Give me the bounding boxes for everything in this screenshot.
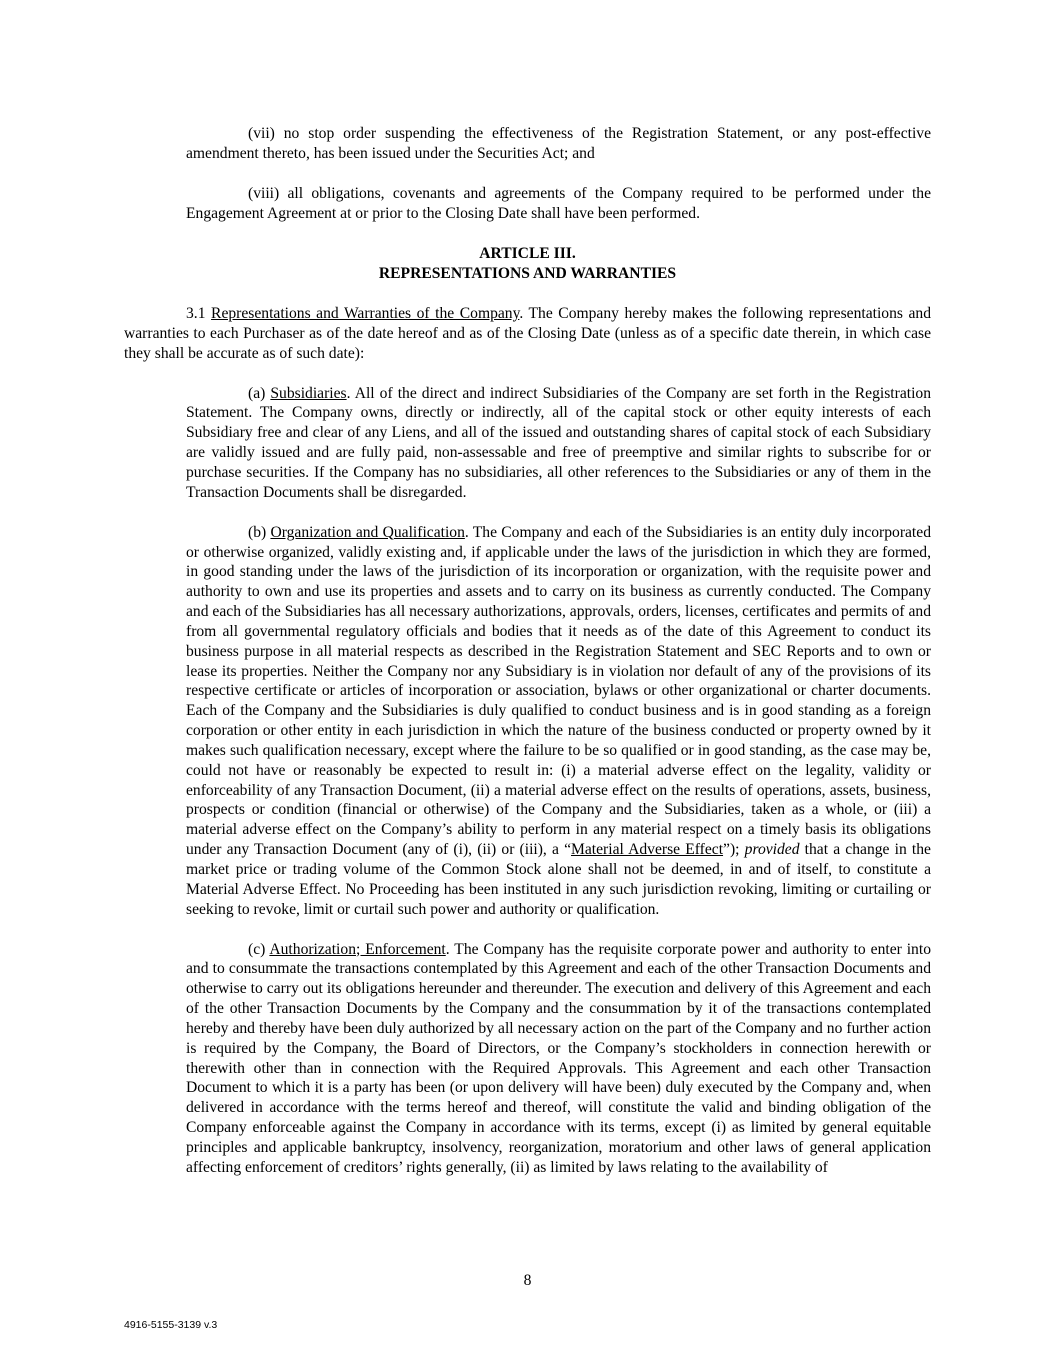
paragraph-b-text-2: ”); [723, 841, 745, 859]
paragraph-b-text-3: that a change in the market price or trading volume of the Common Stock alone shall not be deemed, in and of itself, to constitute a Material Adverse Effect. No Proceeding has been instituted in any such jurisdiction revoking, limiting or curtailing or seeking to revoke, limit or curtail such power and authority or qualification. [186, 841, 931, 918]
paragraph-c [186, 940, 931, 1178]
paragraph-a-text: . All of the direct and indirect Subsidiaries of the Company are set forth in the Registration Statement. The Company owns, directly or indirectly, all of the capital stock or other equity interests of each Subsidiary free and clear of any Liens, and all of the issued and outstanding shares of capital stock of each Subsidiary are validly issued and are fully paid, non-assessable and free of preemptive and similar rights to subscribe for or purchase securities. If the Company has no subsidiaries, all other references to the Subsidiaries or any of them in the Transaction Documents shall be disregarded. [186, 384, 931, 501]
paragraph-a [186, 384, 931, 503]
paragraph-a-label: (a) [248, 384, 266, 402]
article-number: ARTICLE III. [479, 245, 576, 263]
paragraph-c-text: . The Company has the requisite corporate power and authority to enter into and to consummate the transactions contemplated by this Agreement and each of the other Transaction Documents and otherwise to carry out its obligations hereunder and thereunder. The execution and delivery of this Agreement and each of the other Transaction Documents by the Company and the consummation by it of the transactions contemplated hereby and thereby have been duly authorized by all necessary action on the part of the Company and no further action is required by the Company, the Board of Directors, or the Company’s stockholders in connection herewith or therewith other than in connection with the Required Approvals. This Agreement and each other Transaction Document to which it is a party has been (or upon delivery will have been) duly executed by the Company and, when delivered in accordance with the terms hereof and thereof, will constitute the valid and binding obligation of the Company enforceable against the Company in accordance with its terms, except (i) as limited by general equitable principles and applicable bankruptcy, insolvency, reorganization, moratorium and other laws of general application affecting enforcement of creditors’ rights generally, (ii) as limited by laws relating to the availability of [186, 940, 931, 1176]
section-3-1-text: . The Company hereby makes the following representations and warranties to each Purchaser as of the date hereof and as of the Closing Date (unless as of a specific date therein, in which case they shall be accurate as of such date): [124, 305, 932, 362]
paragraph-b-italic-provided: provided [744, 841, 800, 859]
paragraph-b [186, 523, 931, 920]
defined-term-material-adverse-effect: Material Adverse Effect [571, 841, 724, 859]
paragraph-b-heading: Organization and Qualification [270, 523, 465, 541]
paragraph-b-text-1: . The Company and each of the Subsidiaries is an entity duly incorporated or otherwise organized, validly existing and, if applicable under the laws of the jurisdiction in which they are formed, in good standing under the laws of the jurisdiction of its incorporation or organization, with the requisite power and authority to own and use its properties and assets and to carry on its business as currently conducted. The Company and each of the Subsidiaries has all necessary authorizations, approvals, orders, licenses, certificates and permits of and from all governmental regulatory officials and bodies that it needs as of the date of this Agreement to conduct its business purpose in all material respects as described in the Registration Statement and SEC Reports and to own or lease its properties. Neither the Company nor any Subsidiary is in violation nor default of any of the provisions of its respective certificate or articles of incorporation or association, bylaws or other organizational or charter documents. Each of the Company and the Subsidiaries is duly qualified to conduct business and is in good standing as a foreign corporation or other entity in each jurisdiction in which the nature of the business conducted or property owned by it makes such qualification necessary, except where the failure to be so qualified or in good standing, as the case may be, could not have or reasonably be expected to result in: (i) a material adverse effect on the legality, validity or enforceability of any Transaction Document, (ii) a material adverse effect on the results of operations, assets, business, prospects or condition (financial or otherwise) of the Company and the Subsidiaries, taken as a whole, or (iii) a material adverse effect on the Company’s ability to perform in any material respect on a timely basis its obligations under any Transaction Document (any of (i), (ii) or (iii), a “ [186, 523, 931, 859]
section-3-1-heading: Representations and Warranties of the Company [211, 305, 520, 323]
page-number: 8 [523, 1272, 532, 1289]
section-3-1-number: 3.1 [186, 305, 206, 323]
item-vii [186, 124, 931, 164]
article-title: REPRESENTATIONS AND WARRANTIES [378, 265, 677, 283]
item-viii [186, 184, 931, 224]
document-id: 4916-5155-3139 v.3 [124, 1319, 218, 1331]
paragraph-b-label: (b) [248, 523, 267, 541]
item-viii-text: (viii) all obligations, covenants and agreements of the Company required to be performed under the Engagement Agreement at or prior to the Closing Date shall have been performed. [186, 184, 931, 222]
document-body [0, 124, 1055, 1178]
paragraph-c-heading: Authorization; Enforcement [269, 940, 446, 958]
paragraph-c-label: (c) [248, 940, 266, 958]
item-vii-text: (vii) no stop order suspending the effectiveness of the Registration Statement, or any post-effective amendment thereto, has been issued under the Securities Act; and [186, 125, 931, 162]
paragraph-a-heading: Subsidiaries [270, 384, 347, 402]
section-3-1 [124, 304, 931, 364]
